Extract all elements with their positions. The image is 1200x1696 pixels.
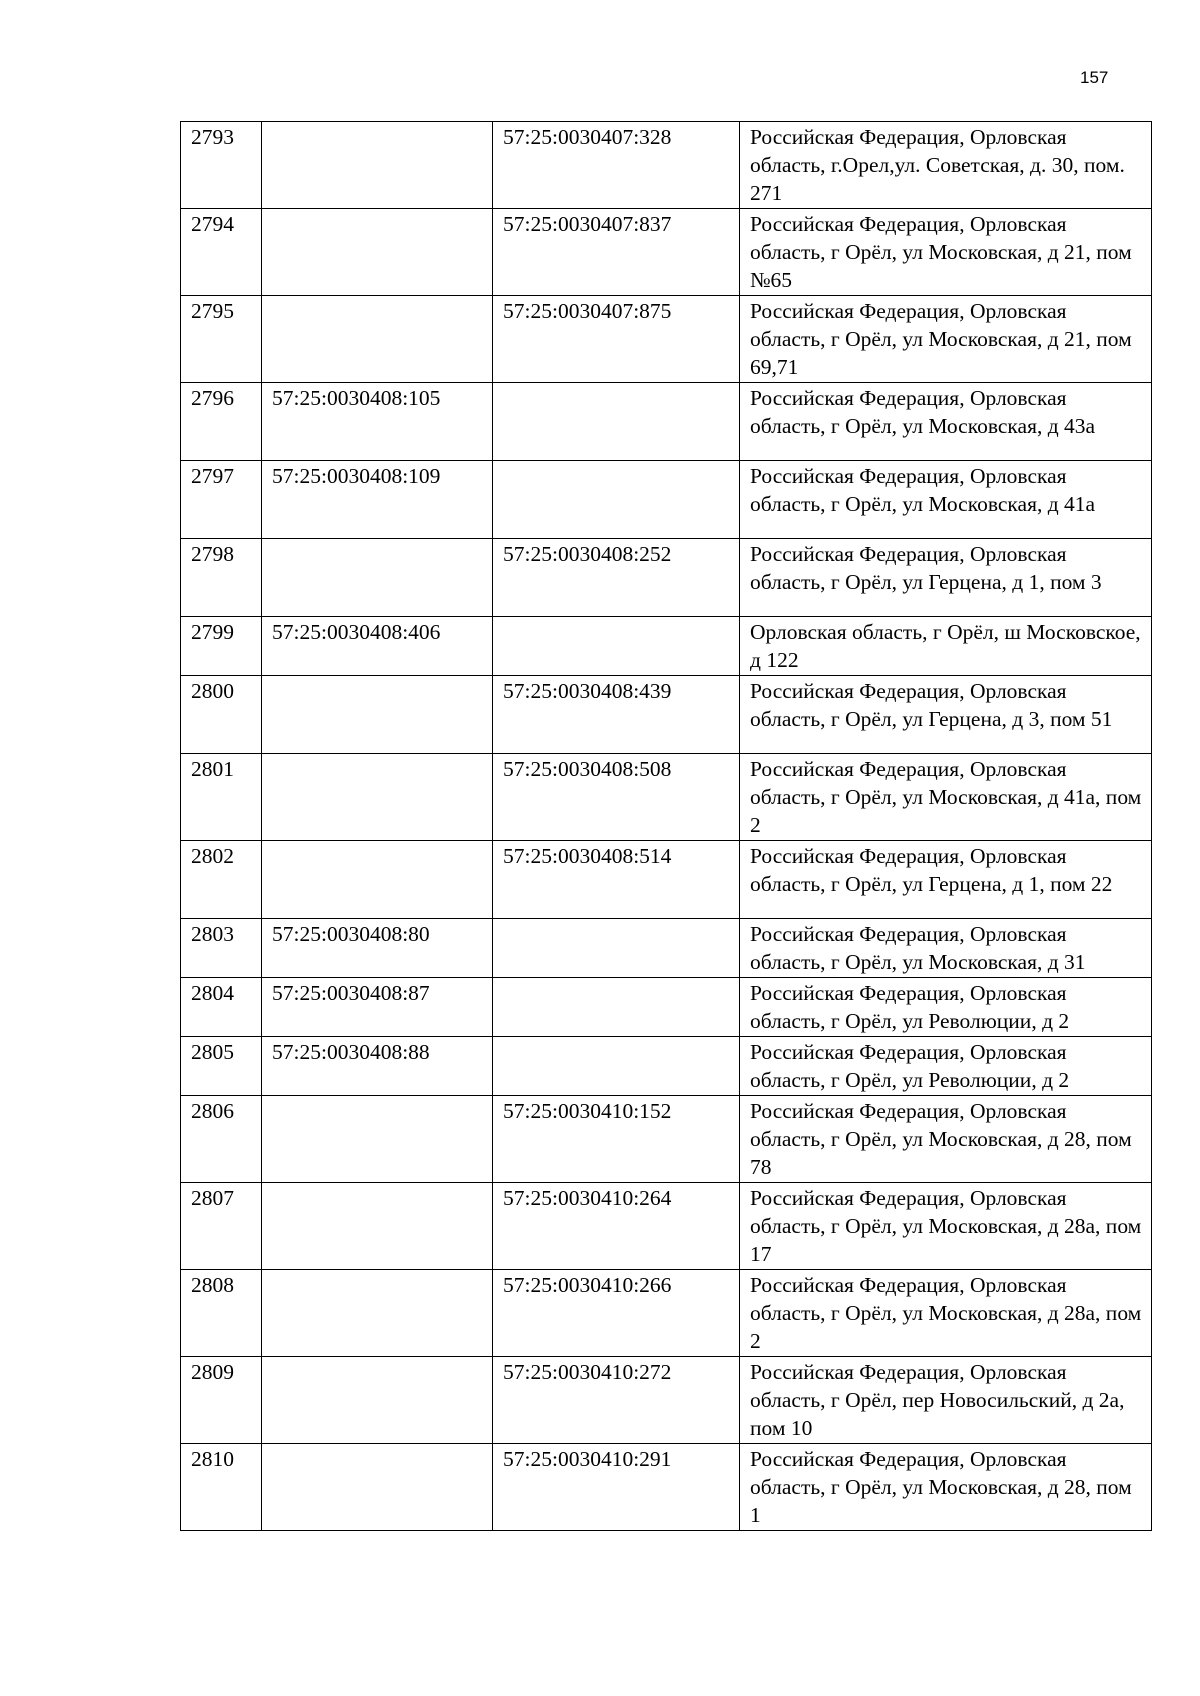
land-cadastral-number-cell: 57:25:0030408:406 bbox=[262, 617, 493, 676]
row-number-cell: 2795 bbox=[181, 296, 262, 383]
row-number-cell: 2808 bbox=[181, 1270, 262, 1357]
address-cell: Российская Федерация, Орловская область, г Орёл, ул Московская, д 21, пом №65 bbox=[740, 209, 1152, 296]
premises-cadastral-number-cell: 57:25:0030410:272 bbox=[493, 1357, 740, 1444]
address-cell: Российская Федерация, Орловская область, г Орёл, ул Герцена, д 1, пом 22 bbox=[740, 841, 1152, 919]
table-row bbox=[181, 676, 1152, 754]
land-cadastral-number-cell bbox=[262, 1183, 493, 1270]
table-row bbox=[181, 754, 1152, 841]
land-cadastral-number-cell: 57:25:0030408:105 bbox=[262, 383, 493, 461]
table-row bbox=[181, 122, 1152, 209]
premises-cadastral-number-cell bbox=[493, 383, 740, 461]
row-number-cell: 2804 bbox=[181, 978, 262, 1037]
address-cell: Российская Федерация, Орловская область, г Орёл, ул Московская, д 41а bbox=[740, 461, 1152, 539]
premises-cadastral-number-cell: 57:25:0030408:439 bbox=[493, 676, 740, 754]
premises-cadastral-number-cell: 57:25:0030410:266 bbox=[493, 1270, 740, 1357]
land-cadastral-number-cell bbox=[262, 539, 493, 617]
premises-cadastral-number-cell bbox=[493, 919, 740, 978]
address-cell: Российская Федерация, Орловская область, г Орёл, ул Герцена, д 1, пом 3 bbox=[740, 539, 1152, 617]
premises-cadastral-number-cell: 57:25:0030407:328 bbox=[493, 122, 740, 209]
address-cell: Российская Федерация, Орловская область, г.Орел,ул. Советская, д. 30, пом. 271 bbox=[740, 122, 1152, 209]
address-cell: Российская Федерация, Орловская область, г Орёл, ул Московская, д 43а bbox=[740, 383, 1152, 461]
premises-cadastral-number-cell: 57:25:0030407:875 bbox=[493, 296, 740, 383]
table-row bbox=[181, 539, 1152, 617]
registry-table-body bbox=[181, 122, 1152, 1531]
premises-cadastral-number-cell: 57:25:0030410:264 bbox=[493, 1183, 740, 1270]
row-number-cell: 2799 bbox=[181, 617, 262, 676]
row-number-cell: 2803 bbox=[181, 919, 262, 978]
address-cell: Российская Федерация, Орловская область, г Орёл, ул Московская, д 21, пом 69,71 bbox=[740, 296, 1152, 383]
table-row bbox=[181, 919, 1152, 978]
row-number-cell: 2801 bbox=[181, 754, 262, 841]
land-cadastral-number-cell: 57:25:0030408:80 bbox=[262, 919, 493, 978]
address-cell: Российская Федерация, Орловская область, г Орёл, ул Революции, д 2 bbox=[740, 978, 1152, 1037]
land-cadastral-number-cell bbox=[262, 1270, 493, 1357]
land-cadastral-number-cell: 57:25:0030408:88 bbox=[262, 1037, 493, 1096]
address-cell: Российская Федерация, Орловская область, г Орёл, ул Московская, д 31 bbox=[740, 919, 1152, 978]
land-cadastral-number-cell bbox=[262, 122, 493, 209]
premises-cadastral-number-cell: 57:25:0030408:514 bbox=[493, 841, 740, 919]
table-row bbox=[181, 461, 1152, 539]
address-cell: Российская Федерация, Орловская область, г Орёл, ул Московская, д 28, пом 1 bbox=[740, 1444, 1152, 1531]
table-row bbox=[181, 1270, 1152, 1357]
row-number-cell: 2810 bbox=[181, 1444, 262, 1531]
premises-cadastral-number-cell: 57:25:0030407:837 bbox=[493, 209, 740, 296]
table-row bbox=[181, 209, 1152, 296]
land-cadastral-number-cell bbox=[262, 1096, 493, 1183]
row-number-cell: 2806 bbox=[181, 1096, 262, 1183]
row-number-cell: 2802 bbox=[181, 841, 262, 919]
address-cell: Российская Федерация, Орловская область, г Орёл, ул Московская, д 28а, пом 2 bbox=[740, 1270, 1152, 1357]
premises-cadastral-number-cell: 57:25:0030410:291 bbox=[493, 1444, 740, 1531]
table-row bbox=[181, 1444, 1152, 1531]
row-number-cell: 2798 bbox=[181, 539, 262, 617]
address-cell: Российская Федерация, Орловская область, г Орёл, ул Революции, д 2 bbox=[740, 1037, 1152, 1096]
registry-table bbox=[180, 121, 1152, 1531]
address-cell: Российская Федерация, Орловская область, г Орёл, ул Московская, д 28, пом 78 bbox=[740, 1096, 1152, 1183]
land-cadastral-number-cell: 57:25:0030408:109 bbox=[262, 461, 493, 539]
row-number-cell: 2797 bbox=[181, 461, 262, 539]
land-cadastral-number-cell bbox=[262, 1444, 493, 1531]
table-row bbox=[181, 1183, 1152, 1270]
row-number-cell: 2794 bbox=[181, 209, 262, 296]
premises-cadastral-number-cell: 57:25:0030408:252 bbox=[493, 539, 740, 617]
premises-cadastral-number-cell bbox=[493, 617, 740, 676]
land-cadastral-number-cell bbox=[262, 676, 493, 754]
table-row bbox=[181, 1096, 1152, 1183]
premises-cadastral-number-cell bbox=[493, 461, 740, 539]
row-number-cell: 2807 bbox=[181, 1183, 262, 1270]
premises-cadastral-number-cell bbox=[493, 1037, 740, 1096]
land-cadastral-number-cell bbox=[262, 296, 493, 383]
address-cell: Российская Федерация, Орловская область, г Орёл, ул Московская, д 41а, пом 2 bbox=[740, 754, 1152, 841]
address-cell: Российская Федерация, Орловская область, г Орёл, ул Герцена, д 3, пом 51 bbox=[740, 676, 1152, 754]
land-cadastral-number-cell bbox=[262, 209, 493, 296]
land-cadastral-number-cell bbox=[262, 1357, 493, 1444]
row-number-cell: 2796 bbox=[181, 383, 262, 461]
address-cell: Российская Федерация, Орловская область, г Орёл, ул Московская, д 28а, пом 17 bbox=[740, 1183, 1152, 1270]
premises-cadastral-number-cell bbox=[493, 978, 740, 1037]
land-cadastral-number-cell bbox=[262, 754, 493, 841]
land-cadastral-number-cell: 57:25:0030408:87 bbox=[262, 978, 493, 1037]
premises-cadastral-number-cell: 57:25:0030410:152 bbox=[493, 1096, 740, 1183]
row-number-cell: 2793 bbox=[181, 122, 262, 209]
land-cadastral-number-cell bbox=[262, 841, 493, 919]
table-row bbox=[181, 1357, 1152, 1444]
table-row bbox=[181, 1037, 1152, 1096]
row-number-cell: 2809 bbox=[181, 1357, 262, 1444]
row-number-cell: 2800 bbox=[181, 676, 262, 754]
table-row bbox=[181, 841, 1152, 919]
table-row bbox=[181, 383, 1152, 461]
table-row bbox=[181, 296, 1152, 383]
page-number: 157 bbox=[1080, 68, 1109, 87]
address-cell: Орловская область, г Орёл, ш Московское, д 122 bbox=[740, 617, 1152, 676]
table-row bbox=[181, 978, 1152, 1037]
address-cell: Российская Федерация, Орловская область, г Орёл, пер Новосильский, д 2а, пом 10 bbox=[740, 1357, 1152, 1444]
premises-cadastral-number-cell: 57:25:0030408:508 bbox=[493, 754, 740, 841]
row-number-cell: 2805 bbox=[181, 1037, 262, 1096]
table-row bbox=[181, 617, 1152, 676]
